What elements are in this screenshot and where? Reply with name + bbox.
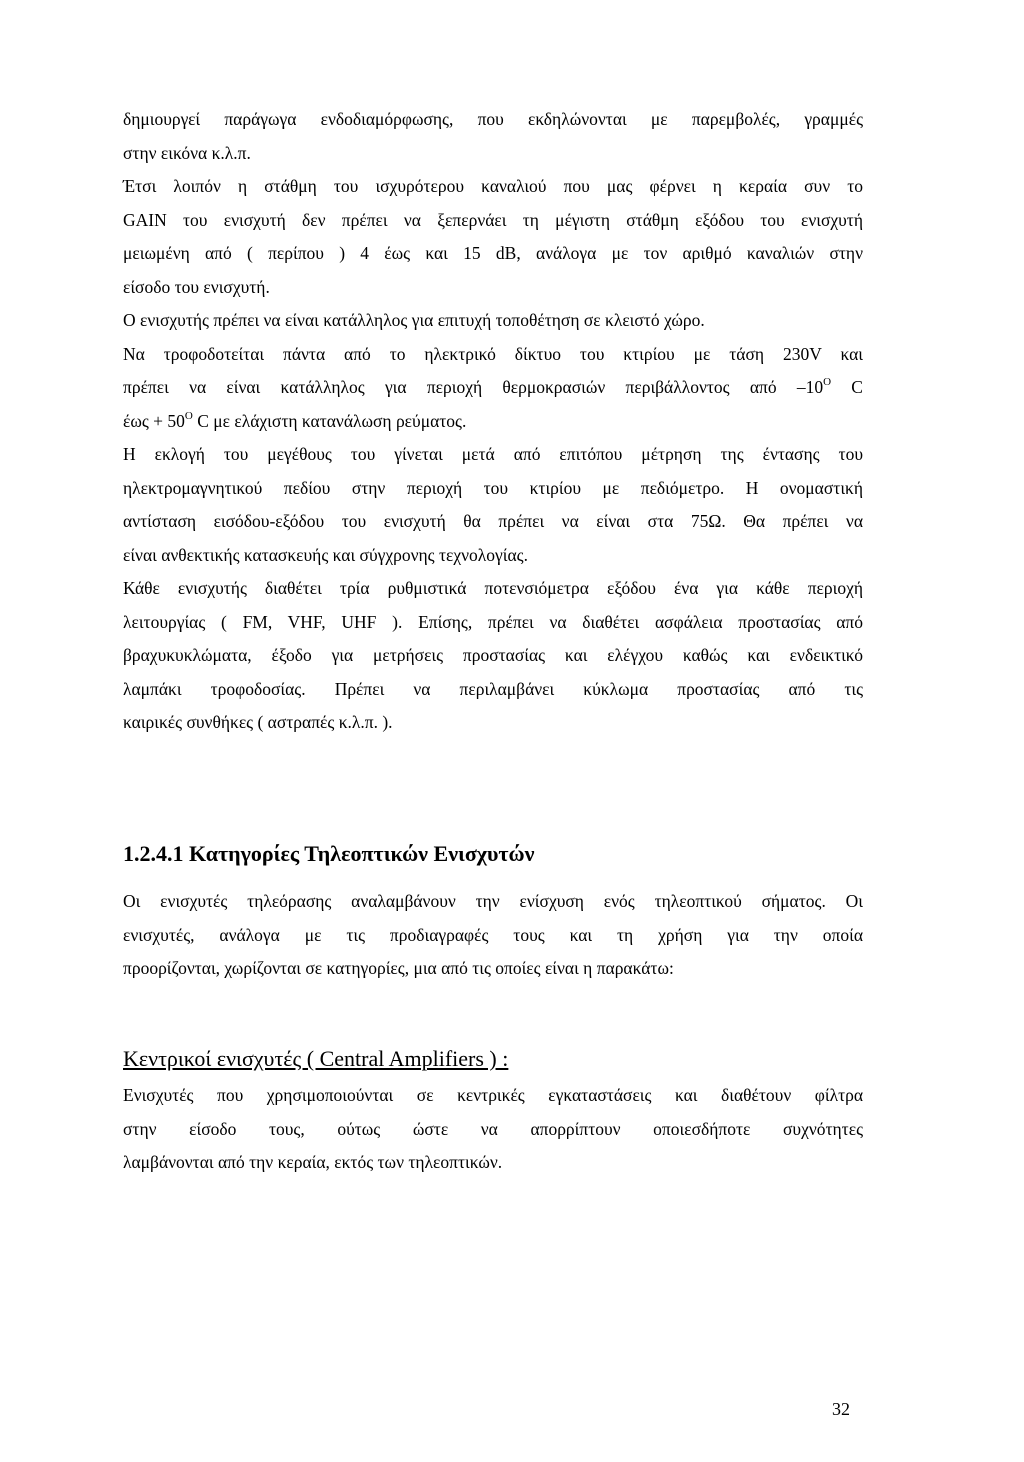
text-line: Κάθε ενισχυτής διαθέτει τρία ρυθμιστικά ποτενσιόμετρα εξόδου ένα για κάθε περιοχή (123, 578, 863, 598)
text-line: GAIN του ενισχυτή δεν πρέπει να ξεπερνάει τη μέγιστη στάθμη εξόδου του ενισχυτή (123, 209, 863, 230)
page-number: 32 (832, 1399, 850, 1419)
text-line: στην είσοδο τους, ούτως ώστε να απορρίπτουν οποιεσδήποτε συχνότητες (123, 1118, 863, 1139)
subsection-text (123, 1079, 863, 1180)
text-fragment: πρέπει να είναι κατάλληλος για περιοχή θερμοκρασιών περιβάλλοντος από –10 (123, 377, 824, 397)
text-fragment: C με ελάχιστη κατανάλωση ρεύματος. (192, 410, 467, 431)
text-line: Ενισχυτές που χρησιμοποιούνται σε κεντρικές εγκαταστάσεις και διαθέτουν φίλτρα (123, 1085, 863, 1105)
text-line: Οι ενισχυτές τηλεόρασης αναλαμβάνουν την ενίσχυση ενός τηλεοπτικού σήματος. Οι (123, 891, 863, 911)
degree-superscript: O (184, 409, 193, 422)
text-line: βραχυκυκλώματα, έξοδο για μετρήσεις προστασίας και ελέγχου καθώς και ενδεικτικό (123, 645, 863, 665)
text-line: Ο ενισχυτής πρέπει να είναι κατάλληλος για επιτυχή τοποθέτηση σε κλειστό χώρο. (123, 310, 705, 330)
body-text (123, 103, 863, 740)
text-line: ενισχυτές, ανάλογα με τις προδιαγραφές τους και τη χρήση για την οποία (123, 924, 863, 945)
text-line-temperature (123, 371, 863, 405)
text-line: ηλεκτρομαγνητικού πεδίου στην περιοχή του κτιρίου με πεδιόμετρο. Η ονομαστική (123, 477, 863, 498)
text-line: λαμπάκι τροφοδοσίας. Πρέπει να περιλαμβάνει κύκλωμα προστασίας από τις (123, 678, 863, 699)
subsection-heading: Κεντρικοί ενισχυτές ( Central Amplifiers ) : (123, 1046, 509, 1071)
text-line-temperature (123, 405, 863, 439)
text-line: λειτουργίας ( FM, VHF, UHF ). Επίσης, πρέπει να διαθέτει ασφάλεια προστασίας από (123, 611, 863, 632)
text-line: μειωμένη από ( περίπου ) 4 έως και 15 dB, ανάλογα με τον αριθμό καναλιών στην (123, 243, 863, 263)
text-line: καιρικές συνθήκες ( αστραπές κ.λ.π. ). (123, 712, 393, 732)
text-line: προορίζονται, χωρίζονται σε κατηγορίες, μια από τις οποίες είναι η παρακάτω: (123, 958, 674, 978)
text-fragment: έως + 50 (123, 410, 185, 431)
degree-superscript: O (823, 376, 832, 388)
text-line: είσοδο του ενισχυτή. (123, 276, 270, 297)
text-line: Η εκλογή του μεγέθους του γίνεται μετά από επιτόπου μέτρηση της έντασης του (123, 444, 863, 464)
section-heading: 1.2.4.1 Κατηγορίες Τηλεοπτικών Ενισχυτών (123, 841, 535, 866)
section-text (123, 885, 863, 986)
text-line: είναι ανθεκτικής κατασκευής και σύγχρονης τεχνολογίας. (123, 544, 528, 565)
text-line: Έτσι λοιπόν η στάθμη του ισχυρότερου καναλιού που μας φέρνει η κεραία συν το (123, 176, 863, 196)
text-line: δημιουργεί παράγωγα ενδοδιαμόρφωσης, που εκδηλώνονται με παρεμβολές, γραμμές (123, 109, 863, 129)
text-line: Να τροφοδοτείται πάντα από το ηλεκτρικό δίκτυο του κτιρίου με τάση 230V και (123, 343, 863, 364)
text-line: στην εικόνα κ.λ.π. (123, 142, 251, 163)
text-line: λαμβάνονται από την κεραία, εκτός των τηλεοπτικών. (123, 1152, 503, 1172)
text-fragment: C (831, 377, 863, 397)
text-line: αντίσταση εισόδου-εξόδου του ενισχυτή θα πρέπει να είναι στα 75Ω. Θα πρέπει να (123, 511, 863, 531)
